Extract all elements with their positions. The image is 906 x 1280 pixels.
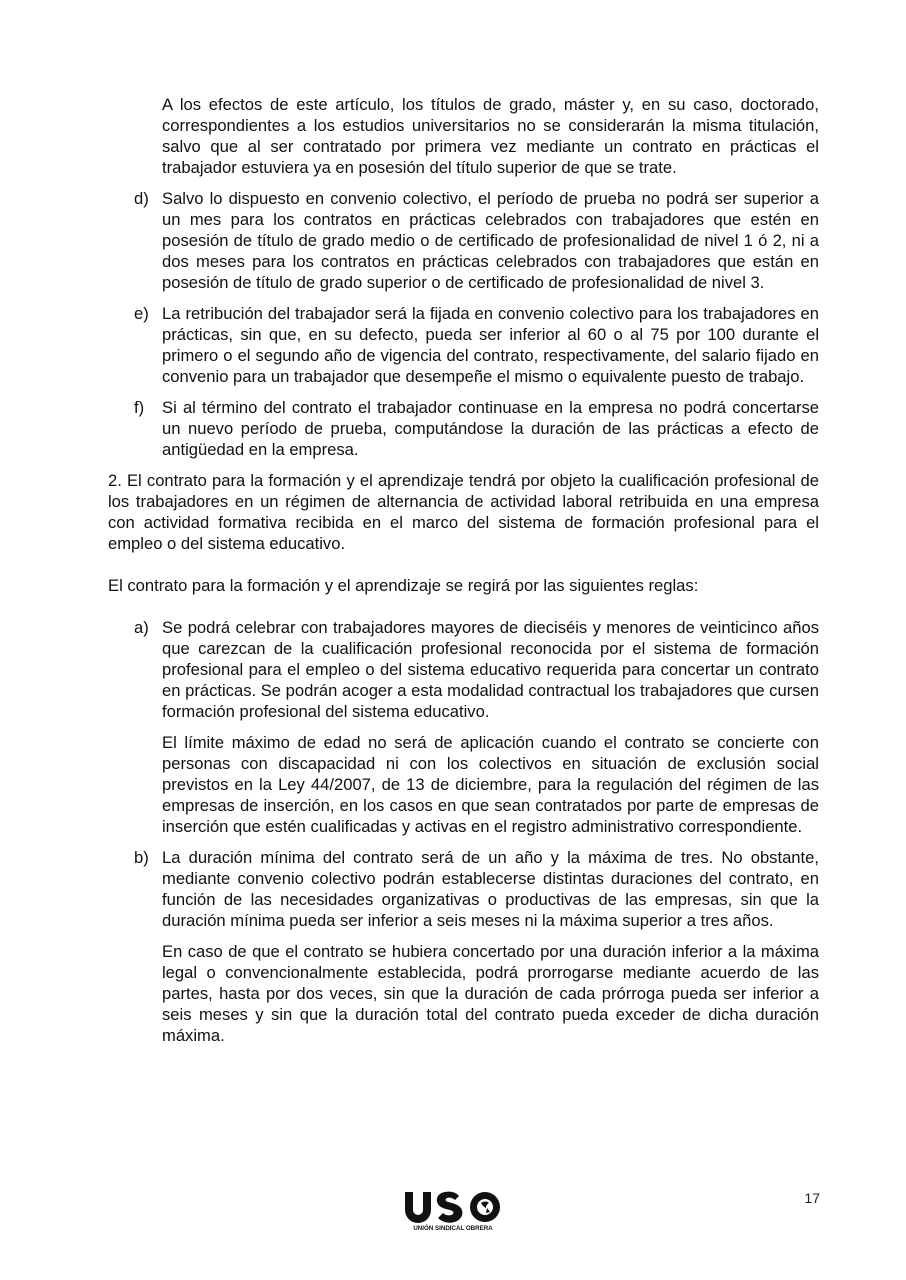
list-item-text: Si al término del contrato el trabajador continuase en la empresa no podrá concertarse un nuevo período de prueba, computándose la duración de las prácticas a efecto de antigüedad en la empresa. — [162, 398, 819, 459]
logo-subtitle: UNIÓN SINDICAL OBRERA — [413, 1225, 493, 1232]
document-body — [108, 94, 819, 1046]
list-marker: a) — [134, 618, 149, 637]
list-item-b-extra: En caso de que el contrato se hubiera concertado por una duración inferior a la máxima legal o convencionalmente establecida, podrá prorrogarse mediante acuerdo de las partes, hasta por dos veces, sin que la duración de cada prórroga pueda ser inferior a seis meses y sin que la duración total del contrato pueda exceder de dicha duración máxima. — [162, 942, 819, 1045]
list-item-text: Se podrá celebrar con trabajadores mayores de dieciséis y menores de veinticinco años que carezcan de la cualificación profesional reconocida por el sistema de formación profesional para el empleo o del sistema educativo requerida para concertar un contrato en prácticas. Se podrán acoger a esta modalidad contractual los trabajadores que cursen formación profesional del sistema educativo. — [162, 618, 819, 721]
list-item-b — [108, 847, 819, 931]
list-item-a-extra: El límite máximo de edad no será de aplicación cuando el contrato se concierte con personas con discapacidad ni con los colectivos en situación de exclusión social previstos en la Ley 44/2007, de 13 de diciembre, para la regulación del régimen de las empresas de inserción, en los casos en que sean contratados por parte de empresas de inserción que estén cualificadas y activas en el registro administrativo correspondiente. — [162, 733, 819, 836]
logo-letter-u — [405, 1192, 431, 1223]
list-item-e — [108, 303, 819, 387]
list-item-text: Salvo lo dispuesto en convenio colectivo, el período de prueba no podrá ser superior a un mes para los contratos en prácticas celebrados con trabajadores que estén en posesión de título de grado medio o de certificado de profesionalidad de nivel 1 ó 2, ni a dos meses para los contratos en prácticas celebrados con trabajadores que están en posesión de título de grado superior o de certificado de profesionalidad de nivel 3. — [162, 189, 819, 292]
list-marker: f) — [134, 398, 145, 417]
list-marker: b) — [134, 848, 149, 867]
uso-logo — [403, 1188, 503, 1232]
list-item-text: La duración mínima del contrato será de un año y la máxima de tres. No obstante, mediante convenio colectivo podrán establecerse distintas duraciones del contrato, en función de las necesidades organizativas o productivas de las empresas, sin que la duración mínima pueda ser inferior a seis meses ni la máxima superior a tres años. — [162, 848, 819, 930]
rules-intro: El contrato para la formación y el aprendizaje se regirá por las siguientes reglas: — [108, 576, 699, 595]
list-item-a — [108, 617, 819, 722]
list-item-d — [108, 188, 819, 293]
paragraph-continuation: A los efectos de este artículo, los títulos de grado, máster y, en su caso, doctorado, correspondientes a los estudios universitarios no se considerarán la misma titulación, salvo que al ser contratado por primera vez mediante un contrato en prácticas el trabajador estuviera ya en posesión del título superior de que se trate. — [162, 95, 819, 177]
list-marker: e) — [134, 304, 149, 323]
page-number: 17 — [804, 1190, 820, 1206]
list-item-text: La retribución del trabajador será la fijada en convenio colectivo para los trabajadores en prácticas, sin que, en su defecto, pueda ser inferior al 60 o al 75 por 100 durante el primero o el segundo año de vigencia del contrato, respectivamente, del salario fijado en convenio para un trabajador que desempeñe el mismo o equivalente puesto de trabajo. — [162, 304, 819, 386]
list-item-f — [108, 397, 819, 460]
section2-intro: 2. El contrato para la formación y el aprendizaje tendrá por objeto la cualificación profesional de los trabajadores en un régimen de alternancia de actividad laboral retribuida en una empresa con actividad formativa recibida en el marco del sistema de formación profesional para el empleo o del sistema educativo. — [108, 471, 819, 553]
list-marker: d) — [134, 189, 149, 208]
logo-letter-s — [437, 1192, 463, 1223]
